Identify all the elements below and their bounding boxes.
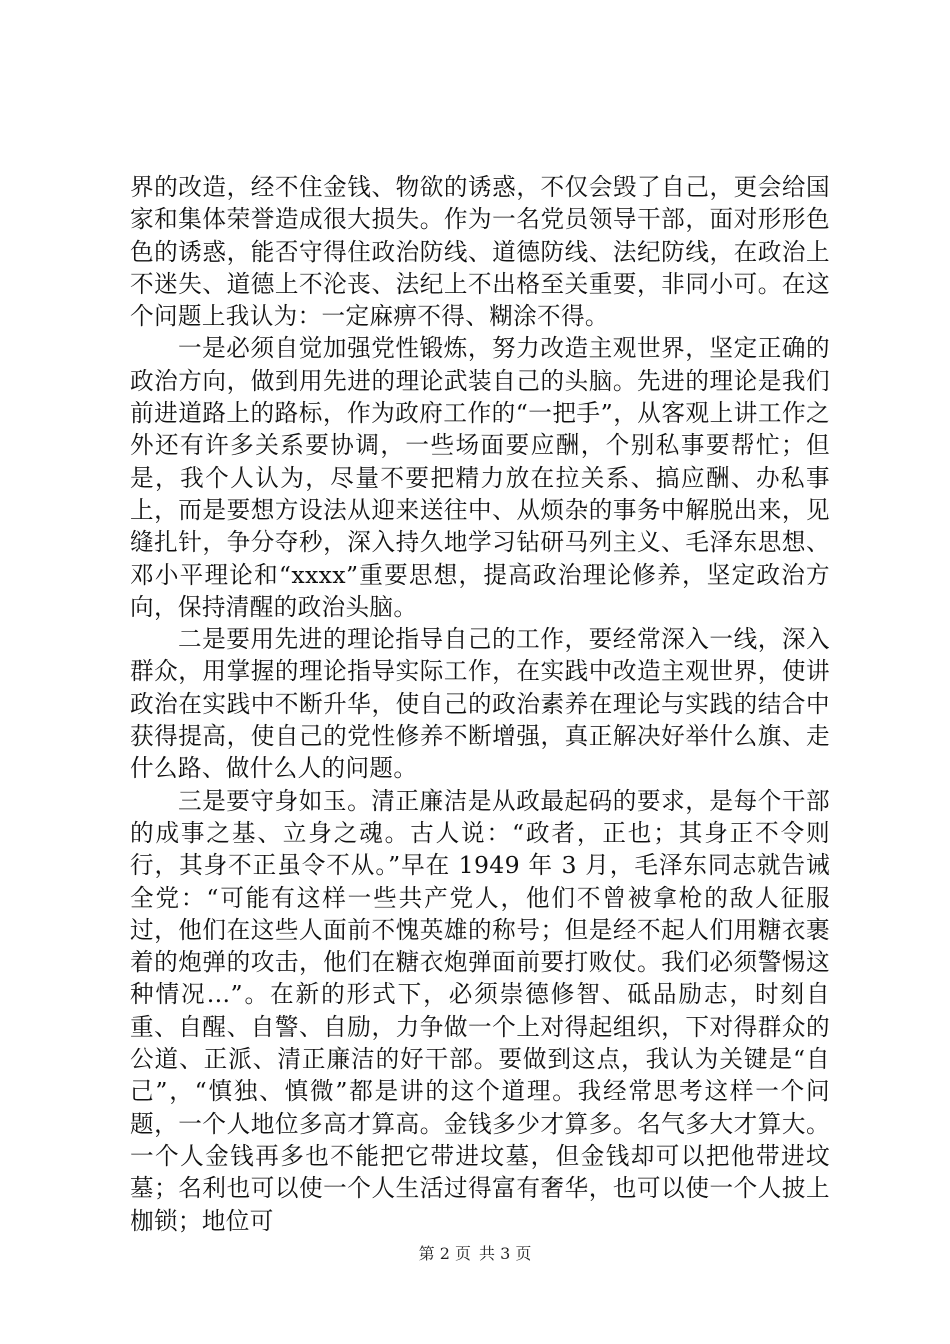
paragraph-2: 一是必须自觉加强党性锻炼，努力改造主观世界，坚定正确的政治方向，做到用先进的理论武装自己的头脑。先进的理论是我们前进道路上的路标，作为政府工作的“一把手”，从客观上讲工作之外还有许多关系要协调，一些场面要应酬，个别私事要帮忙；但是，我个人认为，尽量不要把精力放在拉关系、搞应酬、办私事上，而是要想方设法从迎来送往中、从烦杂的事务中解脱出来，见缝扎针，争分夺秒，深入持久地学习钻研马列主义、毛泽东思想、邓小平理论和“xxxx”重要思想，提高政治理论修养，坚定政治方向，保持清醒的政治头脑。 xyxy=(130,334,830,621)
document-body xyxy=(130,171,830,1237)
paragraph-3: 二是要用先进的理论指导自己的工作，要经常深入一线，深入群众，用掌握的理论指导实际工作，在实践中改造主观世界，使讲政治在实践中不断升华，使自己的政治素养在理论与实践的结合中获得提高，使自己的党性修养不断增强，真正解决好举什么旗、走什么路、做什么人的问题。 xyxy=(130,625,830,783)
paragraph-1: 界的改造，经不住金钱、物欲的诱惑，不仅会毁了自己，更会给国家和集体荣誉造成很大损失。作为一名党员领导干部，面对形形色色的诱惑，能否守得住政治防线、道德防线、法纪防线，在政治上不迷失、道德上不沦丧、法纪上不出格至关重要，非同小可。在这个问题上我认为：一定麻痹不得、糊涂不得。 xyxy=(130,173,830,331)
paragraph-4: 三是要守身如玉。清正廉洁是从政最起码的要求，是每个干部的成事之基、立身之魂。古人说：“政者，正也；其身正不令则行，其身不正虽令不从。”早在 1949 年 3 月，毛泽东同志就告诫全党：“可能有这样一些共产党人，他们不曾被拿枪的敌人征服过，他们在这些人面前不愧英雄的称号；但是经不起人们用糖衣裹着的炮弹的攻击，他们在糖衣炮弹面前要打败仗。我们必须警惕这种情况…”。在新的形式下，必须崇德修智、砥品励志，时刻自重、自醒、自警、自励，力争做一个上对得起组织，下对得群众的公道、正派、清正廉洁的好干部。要做到这点，我认为关键是“自己”，“慎独、慎微”都是讲的这个道理。我经常思考这样一个问题，一个人地位多高才算高。金钱多少才算多。名气多大才算大。一个人金钱再多也不能把它带进坟墓，但金钱却可以把他带进坟墓；名利也可以使一个人生活过得富有奢华，也可以使一个人披上枷锁；地位可 xyxy=(130,786,830,1235)
page-total: 共 3 页 xyxy=(479,1244,532,1263)
page-number: 第 2 页 xyxy=(418,1244,471,1263)
page-footer xyxy=(0,1244,950,1264)
